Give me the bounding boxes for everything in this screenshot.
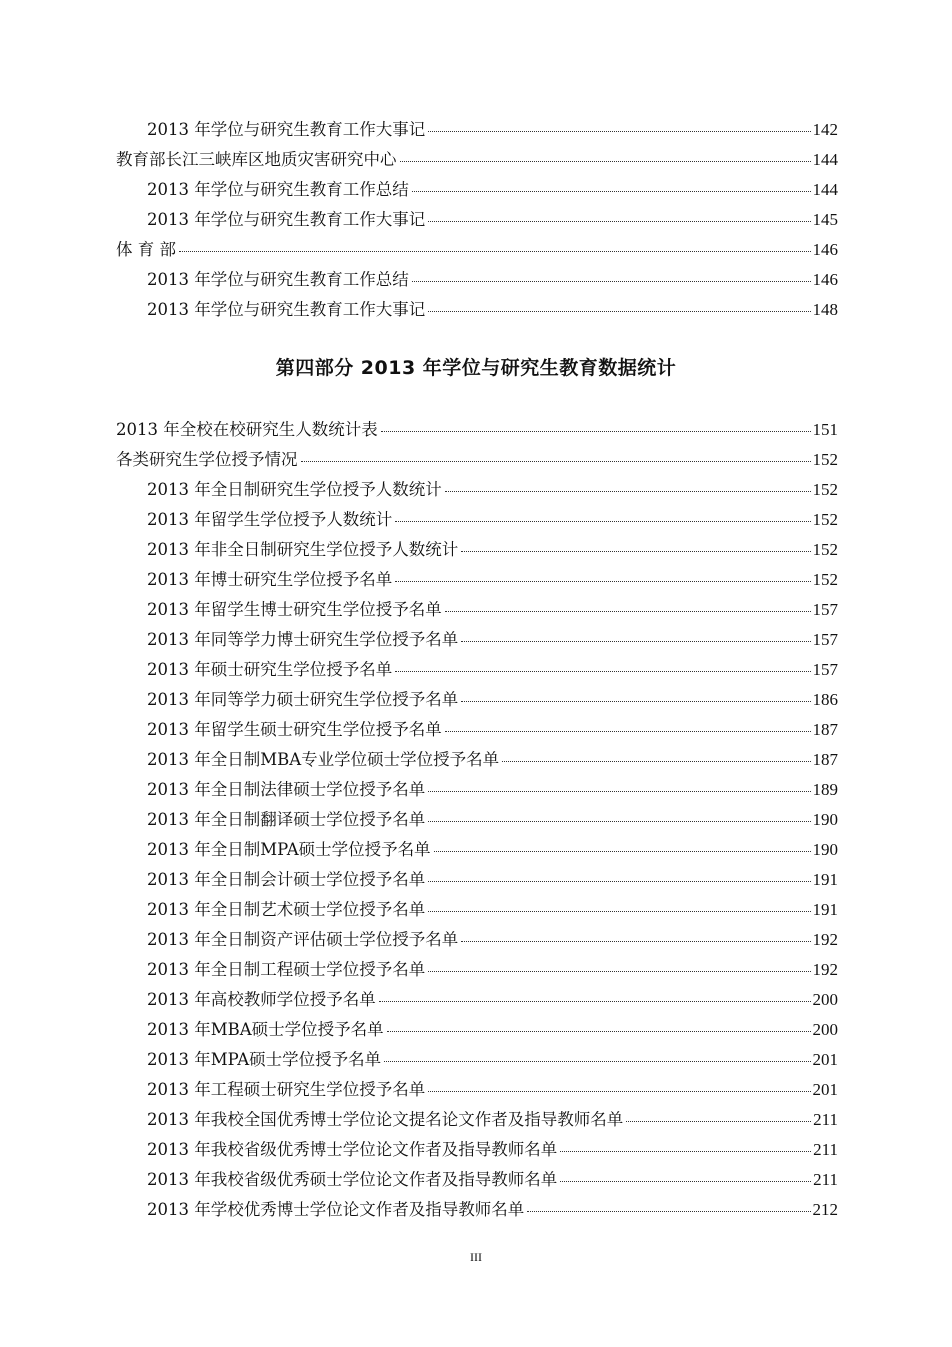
toc-entry [116,625,838,655]
toc-entry [116,805,838,835]
dot-leader [428,911,810,912]
footer-page-number: III [470,1250,482,1264]
toc-entry-page-number: 200 [812,990,838,1009]
toc-entry-title: 2013 年全日制会计硕士学位授予名单 [147,870,426,889]
dot-leader [428,881,810,882]
toc-entry-title: 2013 年学位与研究生教育工作总结 [147,180,409,199]
toc-entry-title: 2013 年学位与研究生教育工作大事记 [147,210,426,229]
dot-leader [400,161,811,162]
toc-entry-title: 2013 年我校省级优秀博士学位论文作者及指导教师名单 [147,1140,558,1159]
toc-entry-title: 2013 年全日制艺术硕士学位授予名单 [147,900,426,919]
toc-entry-title: 2013 年硕士研究生学位授予名单 [147,660,393,679]
dot-leader [461,551,810,552]
toc-entry-title: 2013 年学位与研究生教育工作大事记 [147,120,426,139]
toc-entry [116,595,838,625]
toc-entry-page-number: 152 [812,450,838,469]
toc-entry-page-number: 145 [812,210,838,229]
toc-entry [116,685,838,715]
toc-entry-page-number: 146 [812,270,838,289]
toc-entry-title: 2013 年学校优秀博士学位论文作者及指导教师名单 [147,1200,525,1219]
dot-leader [428,221,810,222]
dot-leader [445,731,811,732]
toc-entry [116,955,838,985]
toc-entry-page-number: 200 [812,1020,838,1039]
toc-entry-title: 2013 年全日制翻译硕士学位授予名单 [147,810,426,829]
toc-entry-title: 2013 年我校全国优秀博士学位论文提名论文作者及指导教师名单 [147,1110,624,1129]
toc-entry-page-number: 151 [812,420,838,439]
toc-entry-page-number: 146 [812,240,838,259]
dot-leader [384,1061,810,1062]
toc-entry-page-number: 201 [812,1080,838,1099]
toc-entry-title: 2013 年学位与研究生教育工作总结 [147,270,409,289]
toc-entry-title: 2013 年全日制工程硕士学位授予名单 [147,960,426,979]
toc-entry-title: 2013 年MPA硕士学位授予名单 [147,1050,382,1069]
toc-entry-title: 教育部长江三峡库区地质灾害研究中心 [116,150,397,169]
toc-entry-page-number: 211 [813,1140,838,1159]
toc-entry-title: 2013 年博士研究生学位授予名单 [147,570,393,589]
toc-entry-page-number: 157 [812,630,838,649]
toc-entry [116,295,838,325]
toc-entry-title: 2013 年全日制MBA专业学位硕士学位授予名单 [147,750,500,769]
toc-entry [116,775,838,805]
toc-entry-title: 2013 年全日制法律硕士学位授予名单 [147,780,426,799]
toc-entry-page-number: 157 [812,660,838,679]
toc-entry-title: 2013 年我校省级优秀硕士学位论文作者及指导教师名单 [147,1170,558,1189]
dot-leader [434,851,811,852]
toc-entry [116,205,838,235]
toc-entry [116,835,838,865]
toc-entry-page-number: 190 [812,840,838,859]
toc-entry-page-number: 187 [812,750,838,769]
toc-entry-title: 2013 年全日制MPA硕士学位授予名单 [147,840,431,859]
dot-leader [461,941,810,942]
toc-entry [116,265,838,295]
toc-entry-page-number: 211 [813,1170,838,1189]
toc-entry-page-number: 190 [812,810,838,829]
toc-entry-page-number: 157 [812,600,838,619]
toc-entry-title: 2013 年留学生学位授予人数统计 [147,510,393,529]
toc-entry-title: 2013 年同等学力硕士研究生学位授予名单 [147,690,459,709]
toc-entry [116,505,838,535]
toc-entry [116,235,838,265]
dot-leader [428,1091,810,1092]
dot-leader [381,431,811,432]
toc-entry [116,1135,838,1165]
toc-entry [116,655,838,685]
dot-leader [387,1031,811,1032]
toc-entry-title: 2013 年高校教师学位授予名单 [147,990,376,1009]
dot-leader [527,1211,810,1212]
dot-leader [428,311,810,312]
dot-leader [395,581,810,582]
dot-leader [428,131,810,132]
toc-entry-page-number: 189 [812,780,838,799]
toc-entry [116,745,838,775]
toc-entry [116,145,838,175]
toc-entry-page-number: 186 [812,690,838,709]
toc-entry [116,415,838,445]
toc-entry [116,895,838,925]
toc-entry [116,175,838,205]
dot-leader [560,1181,811,1182]
toc-entry-page-number: 201 [812,1050,838,1069]
toc-entry [116,1045,838,1075]
toc-entry-title: 2013 年全校在校研究生人数统计表 [116,420,378,439]
toc-entry-page-number: 152 [812,510,838,529]
toc-entry [116,865,838,895]
toc-entry-page-number: 212 [812,1200,838,1219]
dot-leader [179,251,811,252]
dot-leader [428,971,810,972]
toc-entry [116,445,838,475]
toc-entry-page-number: 144 [812,150,838,169]
toc-entry [116,925,838,955]
toc-entry-page-number: 187 [812,720,838,739]
dot-leader [445,491,811,492]
toc-entry-title: 2013 年留学生博士研究生学位授予名单 [147,600,442,619]
toc-entry [116,475,838,505]
dot-leader [502,761,810,762]
toc-entry [116,115,838,145]
toc-entry-title: 2013 年学位与研究生教育工作大事记 [147,300,426,319]
dot-leader [428,791,810,792]
toc-entry [116,1015,838,1045]
toc-entry-page-number: 152 [812,480,838,499]
toc-entry [116,1165,838,1195]
toc-entry [116,1075,838,1105]
toc-entry [116,715,838,745]
dot-leader [412,191,811,192]
toc-entry-page-number: 144 [812,180,838,199]
toc-entry-page-number: 142 [812,120,838,139]
toc-entry-title: 2013 年非全日制研究生学位授予人数统计 [147,540,459,559]
dot-leader [428,821,810,822]
dot-leader [395,521,810,522]
toc-entry [116,1105,838,1135]
toc-entry-page-number: 191 [812,900,838,919]
toc-entry-title: 2013 年同等学力博士研究生学位授予名单 [147,630,459,649]
toc-entry-page-number: 211 [813,1110,838,1129]
dot-leader [626,1121,811,1122]
toc-entry-page-number: 192 [812,930,838,949]
dot-leader [379,1001,811,1002]
toc-entry [116,985,838,1015]
toc-entry-page-number: 152 [812,570,838,589]
dot-leader [395,671,810,672]
toc-entry-title: 2013 年全日制研究生学位授予人数统计 [147,480,442,499]
toc-entry-page-number: 152 [812,540,838,559]
dot-leader [560,1151,811,1152]
dot-leader [412,281,811,282]
toc-list-top [116,115,838,325]
toc-entry-title: 2013 年全日制资产评估硕士学位授予名单 [147,930,459,949]
toc-entry-page-number: 191 [812,870,838,889]
section-heading: 第四部分 2013 年学位与研究生教育数据统计 [275,357,677,379]
dot-leader [445,611,811,612]
toc-entry-title: 2013 年工程硕士研究生学位授予名单 [147,1080,426,1099]
dot-leader [461,641,810,642]
dot-leader [301,461,811,462]
toc-entry [116,535,838,565]
toc-list-bottom [116,415,838,1225]
toc-entry [116,1195,838,1225]
toc-entry-page-number: 148 [812,300,838,319]
dot-leader [461,701,810,702]
toc-entry-title: 体 育 部 [116,240,176,259]
toc-entry [116,565,838,595]
toc-entry-title: 2013 年MBA硕士学位授予名单 [147,1020,384,1039]
toc-entry-title: 2013 年留学生硕士研究生学位授予名单 [147,720,442,739]
toc-entry-title: 各类研究生学位授予情况 [116,450,298,469]
toc-entry-page-number: 192 [812,960,838,979]
